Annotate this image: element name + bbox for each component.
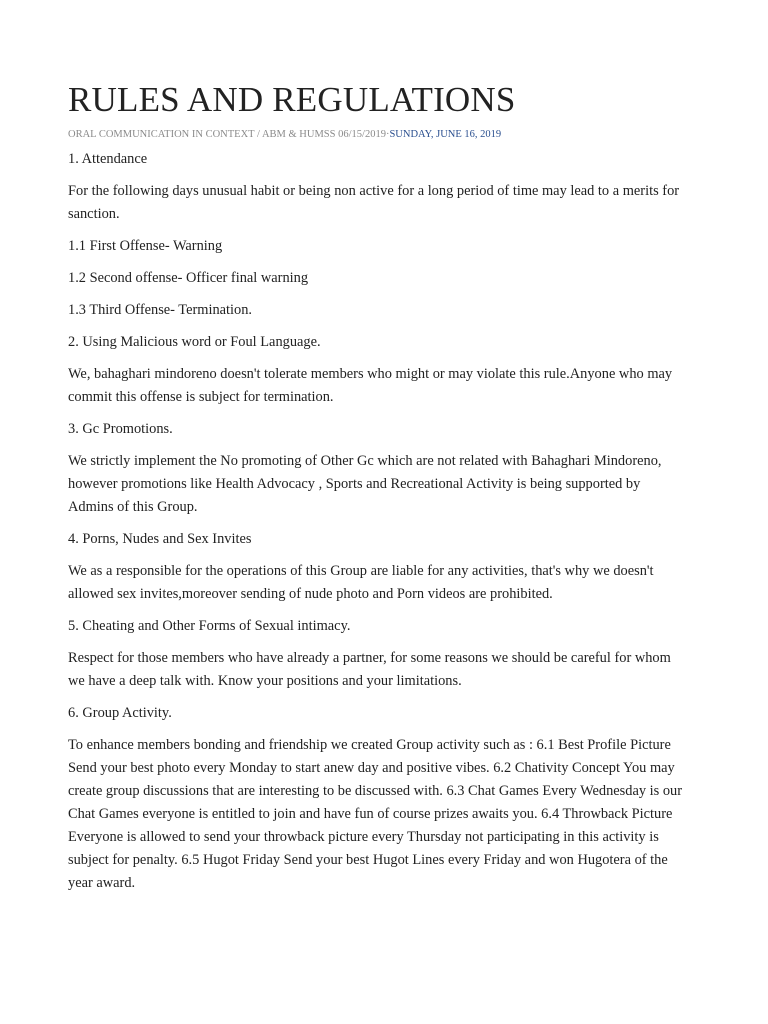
paragraph-heading-gc-promotions: 3. Gc Promotions. <box>68 421 173 437</box>
meta-date-link[interactable]: SUNDAY, JUNE 16, 2019 <box>389 129 502 140</box>
paragraph-second-offense: 1.2 Second offense- Officer final warning <box>68 270 309 286</box>
paragraph-cheating-text: Respect for those members who have already a partner, for some reasons we should be careful for whom we have a deep talk with. Know your positions and your limitations. <box>68 650 671 689</box>
paragraph-foul-language-text: We, bahaghari mindoreno doesn't tolerate members who might or may violate this rule.Anyone who may commit this offense is subject for termination. <box>68 366 673 405</box>
paragraph-third-offense: 1.3 Third Offense- Termination. <box>68 302 253 318</box>
meta-source: ORAL COMMUNICATION IN CONTEXT / ABM & HUMSS 06/15/2019· <box>68 129 390 140</box>
document-body <box>68 148 688 895</box>
document-meta <box>68 128 688 142</box>
paragraph-first-offense: 1.1 First Offense- Warning <box>68 238 223 254</box>
paragraph-gc-promotions-text: We strictly implement the No promoting of Other Gc which are not related with Bahaghari Mindoreno, however promotions like Health Advocacy , Sports and Recreational Activity is being supported by Admins of this Group. <box>68 453 662 515</box>
document-title: RULES AND REGULATIONS <box>68 80 516 119</box>
document-page <box>68 80 688 904</box>
paragraph-heading-porns-nudes: 4. Porns, Nudes and Sex Invites <box>68 531 252 547</box>
paragraph-heading-cheating: 5. Cheating and Other Forms of Sexual intimacy. <box>68 618 351 634</box>
paragraph-porns-nudes-text: We as a responsible for the operations of this Group are liable for any activities, that's why we doesn't allowed sex invites,moreover sending of nude photo and Porn videos are prohibited. <box>68 563 654 602</box>
paragraph-heading-attendance: 1. Attendance <box>68 151 148 167</box>
paragraph-heading-group-activity: 6. Group Activity. <box>68 705 172 721</box>
paragraph-group-activity-text: To enhance members bonding and friendship we created Group activity such as : 6.1 Best Profile Picture Send your best photo every Monday to start anew day and positive vibes. 6.2 Chativity Concept You may create group discussions that are interesting to be discussed with. 6.3 Chat Games Every Wednesday is our Chat Games everyone is entitled to join and have fun of course prizes awaits you. 6.4 Throwback Picture Everyone is allowed to send your throwback picture every Thursday not participating in this activity is subject for penalty. 6.5 Hugot Friday Send your best Hugot Lines every Friday and won Hugotera of the year award. <box>68 737 683 891</box>
paragraph-attendance-text: For the following days unusual habit or being non active for a long period of time may lead to a merits for sanction. <box>68 183 680 222</box>
paragraph-heading-foul-language: 2. Using Malicious word or Foul Language. <box>68 334 321 350</box>
